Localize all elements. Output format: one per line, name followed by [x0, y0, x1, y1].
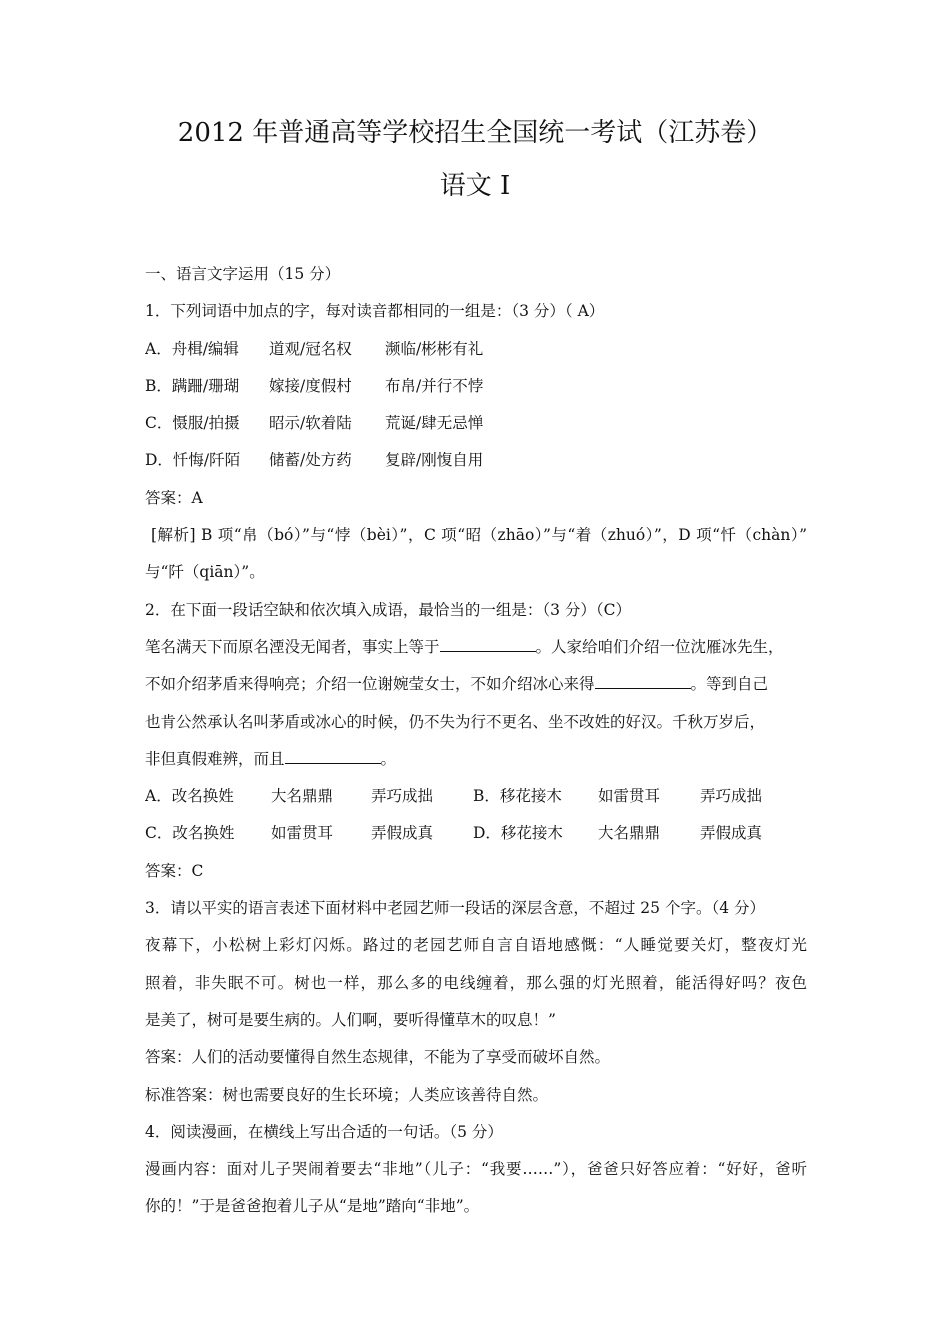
option-text: A．改名换姓	[145, 787, 234, 806]
option-text: 弄假成真	[700, 824, 763, 843]
passage-text: 非但真假难辨，而且	[145, 749, 285, 768]
question-2-passage-line-3: 也肯公然承认名叫茅盾或冰心的时候，仍不失为行不更名、坐不改姓的好汉。千秋万岁后，	[145, 712, 766, 731]
page-title: 2012 年普通高等学校招生全国统一考试（江苏卷）	[177, 118, 773, 148]
question-3-standard-answer: 标准答案：树也需要良好的生长环境；人类应该善待自然。	[145, 1085, 549, 1104]
option-text: 布帛/并行不悖	[385, 376, 484, 395]
question-4-content-line-2: 你的！”于是爸爸抱着儿子从“是地”踏向“非地”。	[145, 1197, 480, 1216]
option-text: 濒临/彬彬有礼	[385, 339, 484, 358]
option-text: B．移花接木	[473, 787, 562, 806]
option-text: 大名鼎鼎	[598, 824, 661, 843]
section-heading: 一、语言文字运用（15 分）	[145, 265, 341, 283]
question-2-options-ab	[145, 778, 807, 815]
question-2-options-cd	[145, 815, 807, 852]
question-1-option-c	[145, 405, 807, 442]
passage-text: 。等到自己	[690, 675, 769, 694]
passage-text: 不如介绍茅盾来得响亮；介绍一位谢婉莹女士，不如介绍冰心来得	[145, 675, 595, 694]
question-1-option-b	[145, 368, 807, 405]
passage-text: 笔名满天下而原名湮没无闻者，事实上等于	[145, 637, 440, 656]
question-1-option-d	[145, 442, 807, 479]
option-text: 昭示/软着陆	[269, 414, 352, 433]
question-3-material-line-3: 是美了，树可是要生病的。人们啊，要听得懂草木的叹息！”	[145, 1010, 556, 1029]
option-text: 弄巧成拙	[371, 787, 434, 806]
option-text: 复辟/刚愎自用	[385, 451, 484, 470]
question-1-analysis-line-2: 与“阡（qiān）”。	[145, 563, 265, 582]
document-body	[145, 256, 807, 1226]
question-2-passage-line-1	[145, 629, 807, 666]
option-text: C．改名换姓	[145, 824, 235, 843]
option-text: 道观/冠名权	[269, 339, 352, 358]
question-1-option-a	[145, 331, 807, 368]
question-1-analysis-line-1: [解析] B 项“帛（bó）”与“悖（bèi）”，C 项“昭（zhāo）”与“着（zhuó）”，D 项“忏（chàn）”	[151, 526, 807, 545]
question-1-stem: 1．下列词语中加点的字，每对读音都相同的一组是：（3 分）（ A）	[145, 302, 605, 321]
answer-blank-1	[440, 631, 536, 652]
passage-text: 。人家给咱们介绍一位沈雁冰先生，	[535, 637, 784, 656]
option-text: A．舟楫/编辑	[145, 339, 239, 358]
question-4-stem: 4．阅读漫画，在横线上写出合适的一句话。（5 分）	[145, 1122, 503, 1141]
answer-blank-2	[595, 668, 691, 689]
question-3-material-line-2: 照着，非失眠不可。树也一样，那么多的电线缠着，那么强的灯光照着，能活得好吗？夜色	[145, 973, 807, 992]
option-text: 如雷贯耳	[271, 824, 334, 843]
question-1-answer: 答案：A	[145, 488, 203, 507]
option-text: 荒诞/肆无忌惮	[385, 414, 484, 433]
option-text: 大名鼎鼎	[271, 787, 334, 806]
page-subtitle: 语文 I	[439, 171, 511, 201]
question-4-content-line-1: 漫画内容：面对儿子哭闹着要去“非地”（儿子：“我要……”），爸爸只好答应着：“好好，爸听	[145, 1160, 807, 1179]
option-text: C．慑服/拍摄	[145, 414, 240, 433]
option-text: 储蓄/处方药	[269, 451, 352, 470]
option-text: 嫁接/度假村	[269, 376, 352, 395]
option-text: 如雷贯耳	[598, 787, 661, 806]
passage-text: 。	[380, 749, 397, 768]
question-2-answer: 答案：C	[145, 861, 204, 880]
answer-blank-3	[285, 743, 381, 764]
question-3-material-line-1: 夜幕下，小松树上彩灯闪烁。路过的老园艺师自言自语地感慨：“人睡觉要关灯，整夜灯光	[145, 936, 807, 955]
question-2-passage-line-2	[145, 666, 807, 703]
option-text: D．移花接木	[473, 824, 563, 843]
option-text: B．蹒跚/珊瑚	[145, 376, 240, 395]
option-text: D．忏悔/阡陌	[145, 451, 241, 470]
question-2-stem: 2．在下面一段话空缺和依次填入成语，最恰当的一组是：（3 分）（C）	[145, 600, 632, 619]
option-text: 弄巧成拙	[700, 787, 763, 806]
question-2-passage-line-4	[145, 741, 807, 778]
option-text: 弄假成真	[371, 824, 434, 843]
question-3-stem: 3．请以平实的语言表述下面材料中老园艺师一段话的深层含意，不超过 25 个字。（4 分）	[145, 899, 765, 918]
question-3-answer: 答案：人们的活动要懂得自然生态规律，不能为了享受而破坏自然。	[145, 1048, 611, 1067]
